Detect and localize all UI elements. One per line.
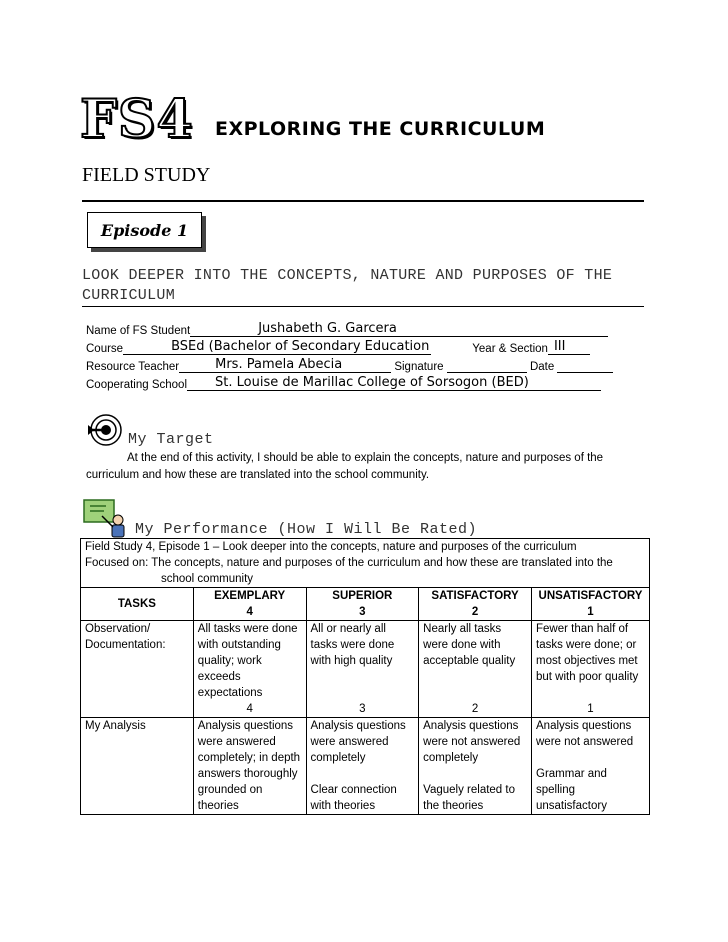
- cell-text: Fewer than half of tasks were done; or most objectives met but with poor quality: [536, 623, 639, 683]
- rubric-column-header-row: [81, 588, 650, 621]
- my-target-heading: My Target: [128, 431, 214, 448]
- cell-score: 1: [587, 703, 594, 715]
- cell-text: Grammar and spelling unsatisfactory: [536, 768, 607, 812]
- row-satisfactory-cell: [419, 718, 532, 815]
- rubric-header-line2: Focused on: The concepts, nature and purposes of the curriculum and how these are translated into the: [85, 557, 613, 569]
- signature-blank: [447, 372, 527, 373]
- my-target-text: At the end of this activity, I should be able to explain the concepts, nature and purposes of the curriculum and how these are translated into the school community.: [86, 452, 604, 481]
- resource-teacher-value: Mrs. Pamela Abecia: [179, 358, 391, 373]
- cooperating-school-line: [86, 376, 601, 392]
- cell-text: All or nearly all tasks were done with high quality: [310, 623, 395, 667]
- signature-label: Signature: [394, 361, 444, 373]
- student-name-value: Jushabeth G. Garcera: [190, 322, 608, 337]
- col-exemplary-score: 4: [246, 606, 253, 618]
- table-row: [81, 621, 650, 718]
- document-title: EXPLORING THE CURRICULUM: [215, 118, 546, 140]
- student-name-label: Name of FS Student: [86, 325, 191, 337]
- fs4-logo: FS4: [80, 89, 194, 150]
- col-unsatisfactory-score: 1: [587, 606, 594, 618]
- row-unsatisfactory-cell: [532, 621, 650, 718]
- col-satisfactory-score: 2: [471, 606, 479, 618]
- col-exemplary: [193, 588, 306, 621]
- cooperating-school-value: St. Louise de Marillac College of Sorsogon (BED): [187, 376, 601, 391]
- cell-score: 3: [359, 703, 366, 715]
- episode-label: Episode 1: [100, 220, 189, 240]
- date-blank: [557, 372, 613, 373]
- date-label: Date: [529, 361, 555, 373]
- course-value: BSEd (Bachelor of Secondary Education: [123, 340, 431, 355]
- table-row: [81, 718, 650, 815]
- row-superior-cell: [306, 621, 419, 718]
- row-task-cell: My Analysis: [81, 718, 194, 815]
- row-unsatisfactory-cell: [532, 718, 650, 815]
- course-line: [86, 340, 590, 356]
- field-study-label: FIELD STUDY: [82, 164, 211, 186]
- col-satisfactory: [419, 588, 532, 621]
- year-section-value: III: [548, 340, 590, 355]
- presenter-icon: [82, 498, 128, 538]
- row-exemplary-cell: Analysis questions were answered completely; in depth answers thoroughly grounded on theories: [193, 718, 306, 815]
- rubric-header-line1: Field Study 4, Episode 1 – Look deeper into the concepts, nature and purposes of the curriculum: [85, 541, 577, 553]
- col-exemplary-label: EXEMPLARY: [214, 590, 286, 602]
- col-unsatisfactory-label: UNSATISFACTORY: [538, 590, 643, 602]
- course-label: Course: [86, 343, 124, 355]
- resource-teacher-line: [86, 358, 613, 374]
- episode-badge: [87, 212, 202, 248]
- cell-text: Vaguely related to the theories: [423, 784, 515, 812]
- header-divider: [82, 200, 644, 202]
- col-superior-score: 3: [359, 606, 366, 618]
- col-unsatisfactory: [532, 588, 650, 621]
- col-superior-label: SUPERIOR: [332, 590, 393, 602]
- row-satisfactory-cell: [419, 621, 532, 718]
- col-superior: [306, 588, 419, 621]
- cell-text: Analysis questions were answered completely: [310, 720, 406, 764]
- cell-text: All tasks were done with outstanding quality; work exceeds expectations: [197, 623, 298, 699]
- year-section-label: Year & Section: [472, 343, 548, 355]
- col-satisfactory-label: SATISFACTORY: [431, 590, 519, 602]
- rubric-table: [80, 538, 650, 815]
- episode-objective: LOOK DEEPER INTO THE CONCEPTS, NATURE AND PURPOSES OF THE CURRICULUM: [82, 267, 613, 304]
- cell-text: Analysis questions were not answered completely: [423, 720, 521, 764]
- cell-text: Clear connection with theories: [310, 784, 397, 812]
- resource-teacher-label: Resource Teacher: [86, 361, 180, 373]
- row-superior-cell: [306, 718, 419, 815]
- student-name-line: [86, 322, 608, 338]
- cell-text: Nearly all tasks were done with acceptable quality: [423, 623, 516, 667]
- row-task-cell: Observation/ Documentation:: [81, 621, 194, 718]
- objective-divider: [82, 306, 644, 307]
- rubric-header-line3: school community: [161, 573, 254, 585]
- cell-score: 4: [246, 703, 253, 715]
- cell-score: 2: [471, 703, 479, 715]
- cell-text: Analysis questions were not answered: [536, 720, 634, 748]
- my-performance-heading: My Performance (How I Will Be Rated): [135, 521, 478, 538]
- cooperating-school-label: Cooperating School: [86, 379, 188, 391]
- col-tasks: TASKS: [81, 588, 194, 621]
- rubric-header-cell: [81, 539, 650, 588]
- target-icon: [86, 412, 122, 448]
- row-exemplary-cell: [193, 621, 306, 718]
- rubric-header-row: [81, 539, 650, 588]
